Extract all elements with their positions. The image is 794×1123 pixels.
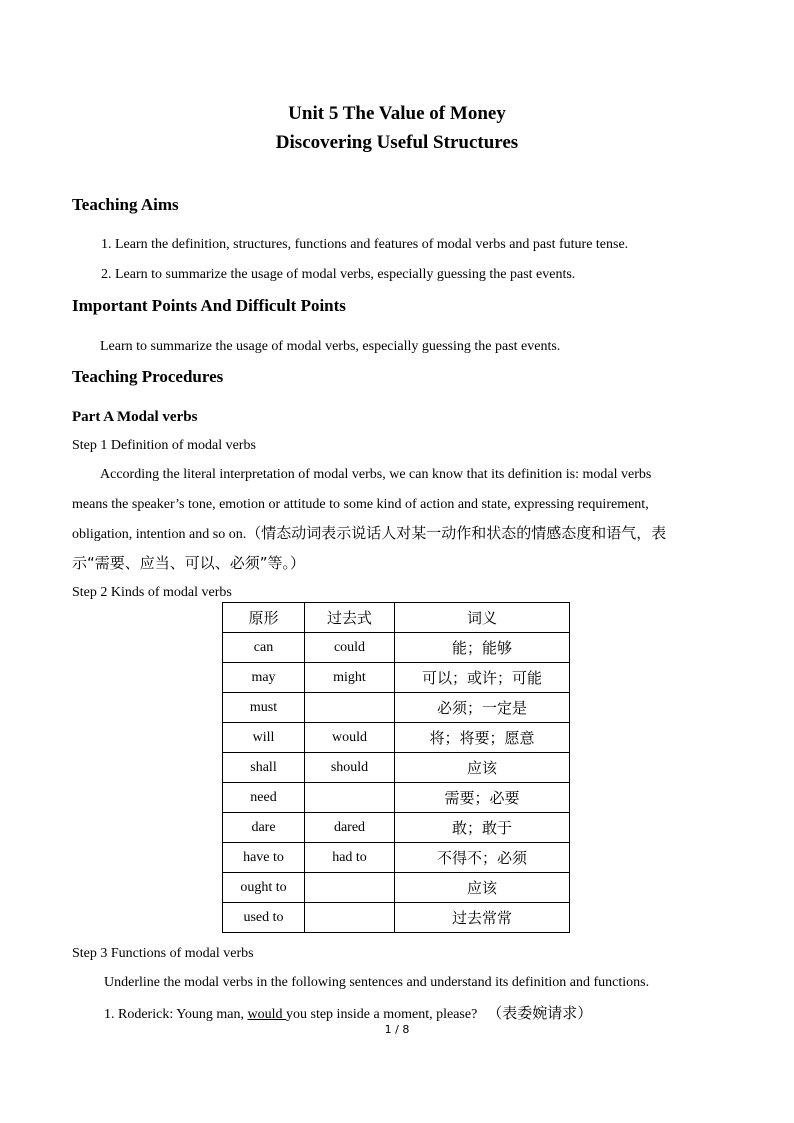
table-row xyxy=(223,693,570,723)
table-cell: need xyxy=(223,783,305,813)
table-cell xyxy=(305,903,395,933)
important-points-text: Learn to summarize the usage of modal verbs, especially guessing the past events. xyxy=(100,339,561,354)
step1-line3-chinese: （情态动词表示说话人对某一动作和状态的情感态度和语气，表 xyxy=(246,524,667,542)
table-cell: should xyxy=(305,753,395,783)
table-cell: ought to xyxy=(223,873,305,903)
table-header-row xyxy=(223,603,570,633)
table-cell: 应该 xyxy=(395,753,570,783)
table-row xyxy=(223,663,570,693)
step3-example-1 xyxy=(104,1002,592,1023)
table-row xyxy=(223,843,570,873)
table-cell: 将；将要；愿意 xyxy=(395,723,570,753)
table-cell: can xyxy=(223,633,305,663)
step1-label: Step 1 Definition of modal verbs xyxy=(72,438,256,453)
table-header-cell: 原形 xyxy=(223,603,305,633)
table-row xyxy=(223,903,570,933)
important-points-heading: Important Points And Difficult Points xyxy=(72,296,346,315)
step3-label: Step 3 Functions of modal verbs xyxy=(72,946,254,961)
table-cell: have to xyxy=(223,843,305,873)
table-cell: dare xyxy=(223,813,305,843)
step1-line2: means the speaker’s tone, emotion or attitude to some kind of action and state, expressing requirement, xyxy=(72,497,649,512)
example1-modal-verb: would xyxy=(247,1007,286,1022)
table-cell: 必须；一定是 xyxy=(395,693,570,723)
table-row xyxy=(223,753,570,783)
table-cell: must xyxy=(223,693,305,723)
aim-item-1: 1. Learn the definition, structures, functions and features of modal verbs and past future tense. xyxy=(101,237,629,252)
table-cell: would xyxy=(305,723,395,753)
table-cell: 过去常常 xyxy=(395,903,570,933)
example1-prefix: 1. Roderick: Young man, xyxy=(104,1007,248,1022)
example1-note: （表委婉请求） xyxy=(487,1004,593,1022)
modal-verbs-table xyxy=(222,602,570,933)
aim-item-2: 2. Learn to summarize the usage of modal verbs, especially guessing the past events. xyxy=(101,267,576,282)
table-cell: used to xyxy=(223,903,305,933)
step2-label: Step 2 Kinds of modal verbs xyxy=(72,585,232,600)
table-cell: 敢；敢于 xyxy=(395,813,570,843)
page-number: 1 / 8 xyxy=(384,1023,410,1036)
table-cell: 能；能够 xyxy=(395,633,570,663)
page-subtitle: Discovering Useful Structures xyxy=(275,132,519,153)
step1-line1: According the literal interpretation of modal verbs, we can know that its definition is: modal verbs xyxy=(100,467,652,482)
table-cell: dared xyxy=(305,813,395,843)
table-header-cell: 过去式 xyxy=(305,603,395,633)
teaching-procedures-heading: Teaching Procedures xyxy=(72,367,224,386)
table-cell: may xyxy=(223,663,305,693)
table-row xyxy=(223,873,570,903)
table-cell: will xyxy=(223,723,305,753)
table-row xyxy=(223,813,570,843)
table-cell: had to xyxy=(305,843,395,873)
table-cell xyxy=(305,873,395,903)
table-cell xyxy=(305,693,395,723)
part-a-heading: Part A Modal verbs xyxy=(72,409,198,425)
table-row xyxy=(223,723,570,753)
table-row xyxy=(223,783,570,813)
table-row xyxy=(223,633,570,663)
table-cell: 可以；或许；可能 xyxy=(395,663,570,693)
table-cell: could xyxy=(305,633,395,663)
step1-line3 xyxy=(72,522,666,543)
table-cell xyxy=(305,783,395,813)
table-cell: might xyxy=(305,663,395,693)
page-title: Unit 5 The Value of Money xyxy=(288,103,506,124)
step1-line4: 示“需要、应当、可以、必须”等。） xyxy=(72,554,306,572)
step1-line3-english: obligation, intention and so on. xyxy=(72,527,247,542)
example1-suffix: you step inside a moment, please? xyxy=(286,1007,478,1022)
table-header-cell: 词义 xyxy=(395,603,570,633)
table-cell: 应该 xyxy=(395,873,570,903)
teaching-aims-heading: Teaching Aims xyxy=(72,195,179,214)
table-cell: shall xyxy=(223,753,305,783)
step3-instruction: Underline the modal verbs in the following sentences and understand its definition and functions. xyxy=(104,975,650,990)
table-cell: 不得不；必须 xyxy=(395,843,570,873)
table-cell: 需要；必要 xyxy=(395,783,570,813)
